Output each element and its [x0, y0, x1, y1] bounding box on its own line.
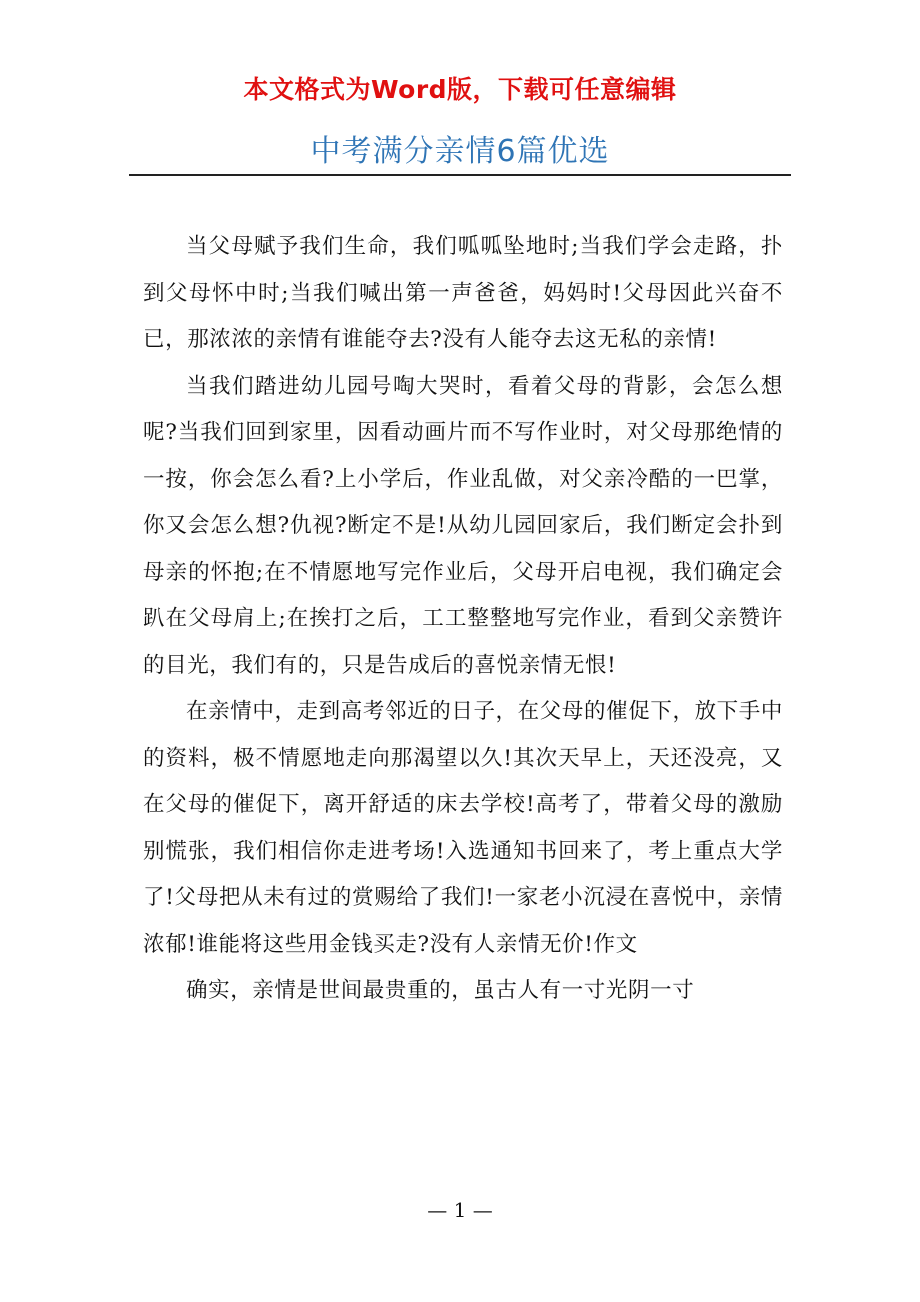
page-number: — 1 —: [427, 1198, 493, 1222]
paragraph: 当父母赋予我们生命，我们呱呱坠地时;当我们学会走路，扑到父母怀中时;当我们喊出第一声爸爸，妈妈时!父母因此兴奋不已，那浓浓的亲情有谁能夺去?没有人能夺去这无私的亲情!: [143, 234, 783, 352]
document-body: [143, 224, 783, 1015]
document-title: 中考满分亲情6篇优选: [310, 134, 610, 169]
title-divider: [129, 174, 791, 176]
paragraph: 确实，亲情是世间最贵重的，虽古人有一寸光阴一寸: [186, 978, 695, 1003]
paragraph: 当我们踏进幼儿园号啕大哭时，看着父母的背影，会怎么想呢?当我们回到家里，因看动画片而不写作业时，对父母那绝情的一按，你会怎么看?上小学后，作业乱做，对父亲冷酷的一巴掌，你又会怎么想?仇视?断定不是!从幼儿园回家后，我们断定会扑到母亲的怀抱;在不情愿地写完作业后，父母开启电视，我们确定会趴在父母肩上;在挨打之后，工工整整地写完作业，看到父亲赞许的目光，我们有的，只是告成后的喜悦亲情无恨!: [143, 373, 783, 678]
format-notice: 本文格式为Word版，下载可任意编辑: [243, 75, 677, 104]
paragraph: 在亲情中，走到高考邻近的日子，在父母的催促下，放下手中的资料，极不情愿地走向那渴望以久!其次天早上，天还没亮，又在父母的催促下，离开舒适的床去学校!高考了，带着父母的激励别慌张，我们相信你走进考场!入选通知书回来了，考上重点大学了!父母把从未有过的赏赐给了我们!一家老小沉浸在喜悦中，亲情浓郁!谁能将这些用金钱买走?没有人亲情无价!作文: [143, 699, 783, 957]
